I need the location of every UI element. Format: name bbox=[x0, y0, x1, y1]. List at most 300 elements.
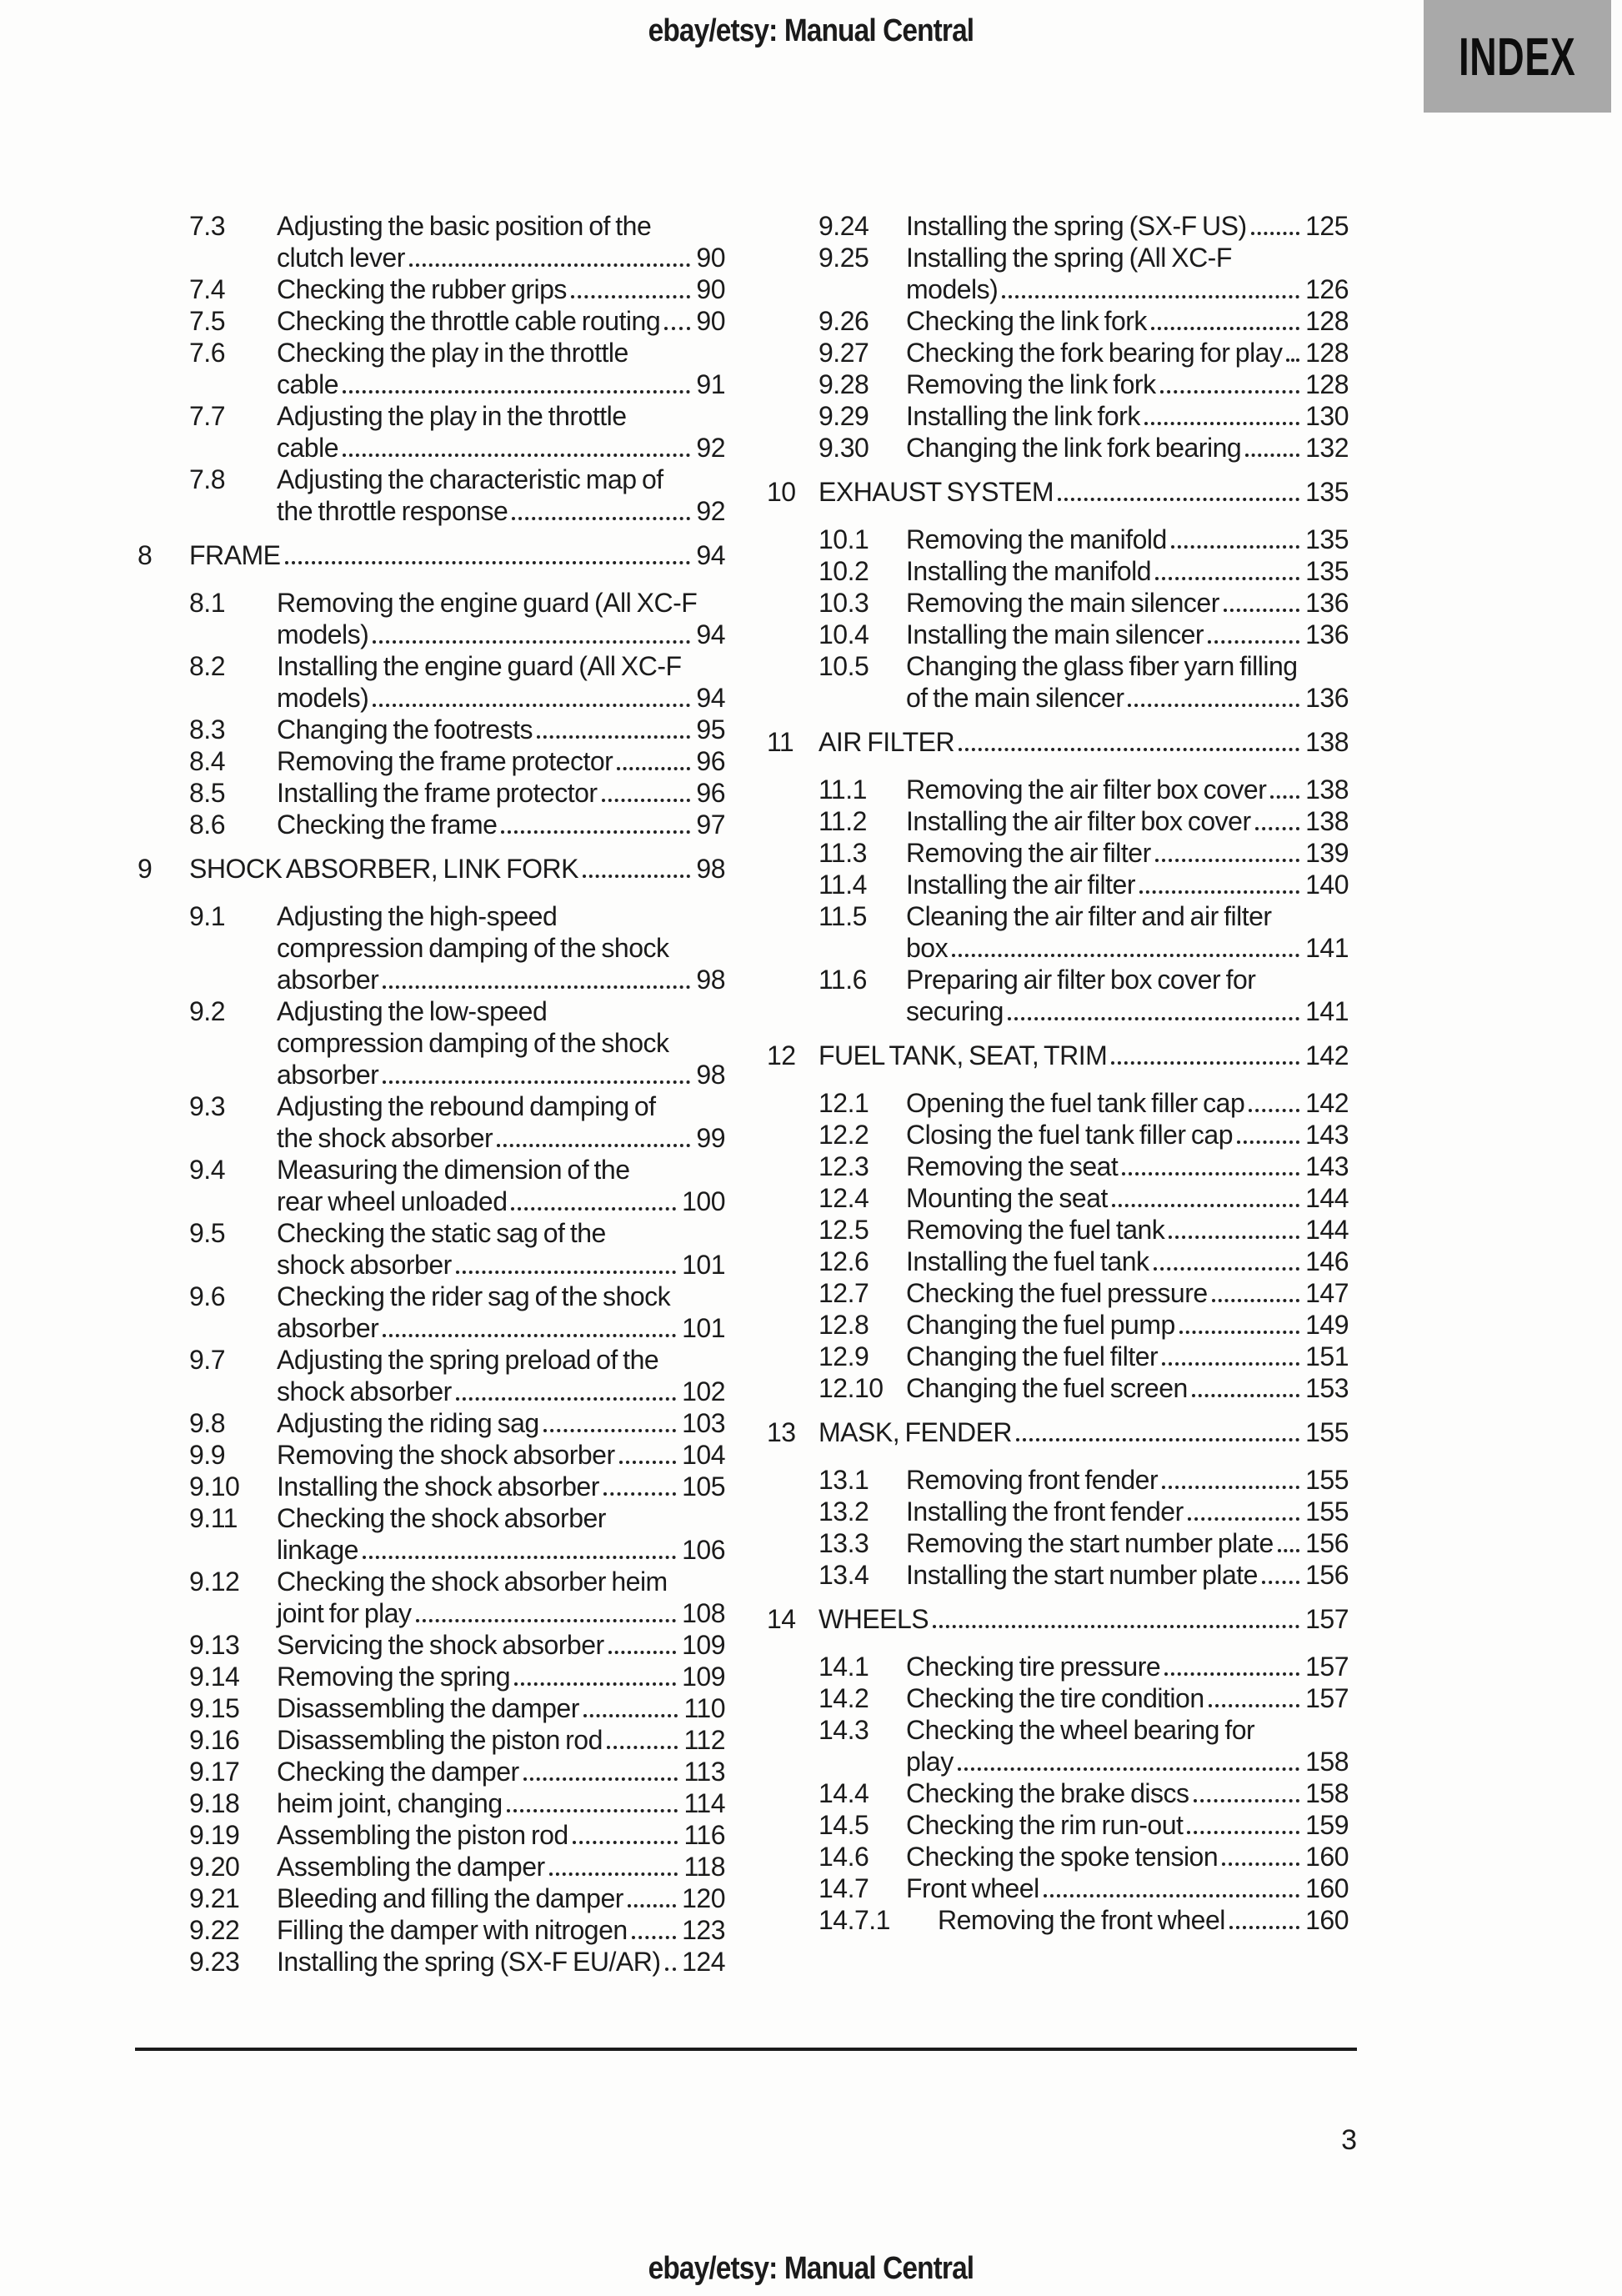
toc-entry-number: 12.1 bbox=[819, 1088, 869, 1118]
dot-leader bbox=[573, 1841, 678, 1844]
dot-leader bbox=[1112, 1204, 1299, 1207]
toc-entry-number: 11.5 bbox=[819, 901, 867, 931]
toc-entry-text: Checking the shock absorber heim bbox=[277, 1567, 668, 1597]
toc-entry-text: Changing the footrests bbox=[277, 714, 533, 744]
toc-entry-page: 112 bbox=[683, 1725, 725, 1755]
toc-entry-title bbox=[277, 1787, 725, 1819]
toc-entry-text: Mounting the seat bbox=[906, 1183, 1108, 1213]
toc-entry-text: Installing the spring (SX-F US) bbox=[906, 211, 1247, 241]
toc-entry-number: 9.23 bbox=[189, 1947, 240, 1977]
dot-leader bbox=[632, 1936, 676, 1939]
toc-entry-title bbox=[277, 1629, 725, 1661]
toc-entry-text: Assembling the piston rod bbox=[277, 1820, 568, 1850]
toc-entry-text: Changing the fuel screen bbox=[906, 1373, 1188, 1403]
toc-entry-row bbox=[138, 1629, 725, 1661]
toc-entry-row bbox=[138, 1090, 725, 1154]
dot-leader bbox=[511, 1207, 676, 1211]
toc-entry-number: 8.4 bbox=[189, 746, 225, 776]
toc-entry-number: 12.8 bbox=[819, 1310, 869, 1340]
toc-entry-number: 12.6 bbox=[819, 1246, 869, 1276]
toc-entry-page: 138 bbox=[1305, 775, 1349, 805]
toc-entry-page: 160 bbox=[1305, 1873, 1349, 1903]
toc-entry-number: 9.28 bbox=[819, 369, 869, 399]
dot-leader bbox=[1249, 1109, 1299, 1112]
toc-entry-page: 155 bbox=[1305, 1417, 1349, 1447]
toc-entry-title bbox=[277, 1692, 725, 1724]
toc-entry-row bbox=[138, 1344, 725, 1407]
toc-entry-page: 100 bbox=[682, 1186, 725, 1216]
toc-entry-number: 8.6 bbox=[189, 810, 225, 840]
toc-entry-text: the throttle response bbox=[277, 496, 508, 526]
toc-entry-number: 11.4 bbox=[819, 870, 867, 900]
dot-leader bbox=[383, 1080, 690, 1084]
dot-leader bbox=[1194, 1799, 1300, 1802]
toc-entry-text: Installing the front fender bbox=[906, 1496, 1184, 1526]
toc-entry-row bbox=[767, 1527, 1349, 1559]
dot-leader bbox=[1058, 498, 1299, 501]
dot-leader bbox=[1212, 1299, 1299, 1302]
dot-leader bbox=[1002, 295, 1299, 298]
toc-entry-text: Adjusting the rebound damping of bbox=[277, 1091, 656, 1121]
dot-leader bbox=[1151, 327, 1299, 330]
dot-leader bbox=[1128, 704, 1299, 707]
toc-entry-text: Removing the air filter bbox=[906, 838, 1151, 868]
dot-leader bbox=[1162, 1362, 1299, 1366]
toc-entry-row bbox=[138, 1692, 725, 1724]
dot-leader bbox=[373, 704, 690, 707]
toc-entry-number: 10.2 bbox=[819, 556, 869, 586]
toc-entry-text: Installing the spring (SX-F EU/AR) bbox=[277, 1947, 661, 1977]
toc-entry-page: 135 bbox=[1305, 524, 1349, 554]
toc-entry-number: 11.3 bbox=[819, 838, 867, 868]
table-of-contents bbox=[138, 210, 1349, 1978]
toc-entry-title bbox=[906, 1809, 1349, 1841]
toc-chapter-row bbox=[138, 853, 725, 885]
toc-entry-number: 9.22 bbox=[189, 1915, 240, 1945]
dot-leader bbox=[1155, 577, 1299, 580]
toc-entry-page: 144 bbox=[1305, 1215, 1349, 1245]
toc-entry-number: 9.19 bbox=[189, 1820, 240, 1850]
toc-entry-row bbox=[767, 242, 1349, 305]
toc-entry-page: 160 bbox=[1305, 1842, 1349, 1872]
toc-entry-row bbox=[138, 1154, 725, 1217]
toc-entry-page: 97 bbox=[696, 810, 725, 840]
toc-entry-row bbox=[767, 337, 1349, 368]
toc-entry-page: 156 bbox=[1305, 1560, 1349, 1590]
toc-entry-number: 9.21 bbox=[189, 1883, 240, 1913]
toc-entry-row bbox=[767, 1151, 1349, 1182]
toc-entry-row bbox=[767, 650, 1349, 714]
toc-entry-title bbox=[906, 337, 1349, 368]
toc-entry-text: Removing the seat bbox=[906, 1151, 1119, 1181]
toc-entry-number: 9.9 bbox=[189, 1440, 225, 1470]
toc-entry-number: 9.5 bbox=[189, 1218, 225, 1248]
toc-entry-text: Filling the damper with nitrogen bbox=[277, 1915, 628, 1945]
toc-entry-number: 9.1 bbox=[189, 901, 225, 931]
toc-entry-page: 128 bbox=[1305, 306, 1349, 336]
toc-entry-number: 14.7 bbox=[819, 1873, 869, 1903]
toc-entry-text: Disassembling the piston rod bbox=[277, 1725, 603, 1755]
toc-entry-number: 12.3 bbox=[819, 1151, 869, 1181]
toc-entry-text: Removing the link fork bbox=[906, 369, 1156, 399]
toc-entry-number: 14.7.1 bbox=[819, 1905, 890, 1935]
toc-entry-text: securing bbox=[906, 996, 1004, 1026]
toc-entry-title bbox=[277, 1502, 725, 1566]
toc-entry-text: Removing the main silencer bbox=[906, 588, 1219, 618]
toc-entry-page: 132 bbox=[1305, 433, 1349, 463]
toc-entry-row bbox=[138, 1946, 725, 1978]
toc-entry-row bbox=[767, 900, 1349, 964]
dot-leader bbox=[285, 561, 691, 564]
toc-entry-text: Installing the main silencer bbox=[906, 619, 1204, 649]
dot-leader bbox=[1008, 1017, 1299, 1020]
toc-entry-title bbox=[906, 305, 1349, 337]
toc-entry-row bbox=[767, 964, 1349, 1027]
toc-entry-page: 138 bbox=[1305, 806, 1349, 836]
toc-entry-number: 13.2 bbox=[819, 1496, 869, 1526]
dot-leader bbox=[549, 1872, 678, 1876]
toc-entry-text: Checking the frame bbox=[277, 810, 498, 840]
toc-entry-number: 10.3 bbox=[819, 588, 869, 618]
toc-entry-text: Installing the link fork bbox=[906, 401, 1140, 431]
toc-entry-row bbox=[138, 210, 725, 273]
toc-entry-title bbox=[906, 1119, 1349, 1151]
toc-entry-row bbox=[138, 777, 725, 809]
toc-entry-title bbox=[277, 714, 725, 745]
toc-entry-text: Closing the fuel tank filler cap bbox=[906, 1120, 1233, 1150]
toc-entry-text: Checking the static sag of the bbox=[277, 1218, 606, 1248]
toc-entry-page: 128 bbox=[1305, 369, 1349, 399]
dot-leader bbox=[1016, 1438, 1299, 1441]
dot-leader bbox=[456, 1397, 676, 1401]
toc-entry-text: Checking the shock absorber bbox=[277, 1503, 606, 1533]
toc-entry-page: 149 bbox=[1305, 1310, 1349, 1340]
dot-leader bbox=[512, 517, 690, 520]
dot-leader bbox=[628, 1904, 676, 1907]
toc-entry-page: 99 bbox=[696, 1123, 725, 1153]
toc-entry-page: 96 bbox=[696, 778, 725, 808]
toc-entry-number: 12.7 bbox=[819, 1278, 869, 1308]
dot-leader bbox=[952, 954, 1299, 957]
toc-entry-page: 101 bbox=[682, 1313, 725, 1343]
toc-entry-text: Preparing air filter box cover for bbox=[906, 965, 1256, 995]
toc-entry-text: cable bbox=[277, 369, 338, 399]
toc-entry-title bbox=[189, 853, 725, 885]
toc-entry-text: Cleaning the air filter and air filter bbox=[906, 901, 1272, 931]
toc-entry-row bbox=[138, 464, 725, 527]
toc-entry-row bbox=[138, 400, 725, 464]
toc-entry-text: Checking the throttle cable routing bbox=[277, 306, 661, 336]
toc-entry-text: Adjusting the basic position of the bbox=[277, 211, 652, 241]
toc-entry-number: 10.4 bbox=[819, 619, 869, 649]
dot-leader bbox=[1155, 859, 1299, 862]
dot-leader bbox=[373, 640, 690, 644]
toc-entry-title bbox=[277, 1439, 725, 1471]
toc-entry-text: FRAME bbox=[189, 540, 281, 570]
toc-entry-page: 138 bbox=[1305, 727, 1349, 757]
toc-entry-text: Adjusting the play in the throttle bbox=[277, 401, 627, 431]
toc-entry-page: 102 bbox=[682, 1376, 725, 1406]
toc-entry-text: linkage bbox=[277, 1535, 358, 1565]
toc-entry-title bbox=[277, 1851, 725, 1882]
toc-entry-title bbox=[277, 1281, 725, 1344]
toc-entry-title bbox=[906, 432, 1349, 464]
toc-entry-text: Removing the spring bbox=[277, 1662, 510, 1692]
toc-entry-text: FUEL TANK, SEAT, TRIM bbox=[819, 1040, 1108, 1070]
toc-entry-row bbox=[138, 995, 725, 1090]
toc-entry-page: 94 bbox=[696, 683, 725, 713]
toc-entry-text: Checking the wheel bearing for bbox=[906, 1715, 1255, 1745]
toc-entry-title bbox=[906, 1872, 1349, 1904]
toc-entry-title bbox=[277, 650, 725, 714]
toc-entry-number: 8 bbox=[138, 540, 153, 570]
toc-entry-number: 14 bbox=[767, 1604, 796, 1634]
toc-entry-page: 142 bbox=[1305, 1040, 1349, 1070]
toc-entry-number: 9.24 bbox=[819, 211, 869, 241]
dot-leader bbox=[619, 1461, 677, 1464]
toc-entry-page: 160 bbox=[1305, 1905, 1349, 1935]
toc-column-right bbox=[767, 210, 1349, 1978]
toc-entry-text: MASK, FENDER bbox=[819, 1417, 1013, 1447]
toc-entry-text: Disassembling the damper bbox=[277, 1693, 579, 1723]
toc-entry-number: 7.3 bbox=[189, 211, 225, 241]
toc-entry-row bbox=[138, 1471, 725, 1502]
toc-entry-row bbox=[138, 1281, 725, 1344]
toc-entry-number: 13.4 bbox=[819, 1560, 869, 1590]
toc-entry-title bbox=[277, 777, 725, 809]
toc-entry-number: 14.1 bbox=[819, 1652, 869, 1682]
toc-entry-text: play bbox=[906, 1747, 954, 1777]
dot-leader bbox=[1171, 545, 1299, 549]
toc-entry-page: 113 bbox=[683, 1757, 725, 1787]
toc-entry-title bbox=[906, 869, 1349, 900]
toc-entry-title bbox=[906, 400, 1349, 432]
dot-leader bbox=[1169, 1236, 1299, 1239]
toc-entry-row bbox=[767, 1714, 1349, 1777]
toc-entry-row bbox=[767, 432, 1349, 464]
toc-entry-text: Checking the rider sag of the shock bbox=[277, 1281, 671, 1311]
toc-entry-text: Changing the glass fiber yarn filling bbox=[906, 651, 1298, 681]
toc-entry-text: absorber bbox=[277, 965, 379, 995]
toc-entry-page: 116 bbox=[683, 1820, 725, 1850]
toc-entry-row bbox=[767, 1214, 1349, 1246]
toc-entry-text: Installing the frame protector bbox=[277, 778, 598, 808]
toc-entry-page: 91 bbox=[696, 369, 725, 399]
toc-entry-text: Removing the engine guard (All XC-F bbox=[277, 588, 698, 618]
toc-entry-page: 136 bbox=[1305, 588, 1349, 618]
dot-leader bbox=[1237, 1140, 1299, 1144]
toc-entry-number: 11.2 bbox=[819, 806, 867, 836]
toc-entry-title bbox=[906, 1841, 1349, 1872]
toc-entry-row bbox=[767, 1087, 1349, 1119]
toc-entry-text: Adjusting the spring preload of the bbox=[277, 1345, 659, 1375]
toc-entry-number: 8.3 bbox=[189, 714, 225, 744]
toc-entry-text: Measuring the dimension of the bbox=[277, 1155, 630, 1185]
toc-entry-title bbox=[906, 1682, 1349, 1714]
toc-entry-text: Removing the front wheel bbox=[938, 1905, 1225, 1935]
toc-entry-text: Removing the start number plate bbox=[906, 1528, 1274, 1558]
toc-entry-row bbox=[767, 555, 1349, 587]
toc-entry-text: Adjusting the low-speed bbox=[277, 996, 548, 1026]
toc-entry-row bbox=[767, 1809, 1349, 1841]
toc-entry-row bbox=[138, 714, 725, 745]
dot-leader bbox=[1179, 1331, 1299, 1334]
toc-entry-title bbox=[277, 995, 725, 1090]
toc-entry-text: models) bbox=[277, 619, 369, 649]
toc-entry-row bbox=[138, 650, 725, 714]
toc-entry-title bbox=[906, 1246, 1349, 1277]
toc-entry-text: Adjusting the high-speed bbox=[277, 901, 558, 931]
toc-entry-text: cable bbox=[277, 433, 338, 463]
toc-entry-text: the shock absorber bbox=[277, 1123, 493, 1153]
toc-entry-text: shock absorber bbox=[277, 1250, 452, 1280]
toc-entry-row bbox=[138, 1787, 725, 1819]
footer-divider-rule bbox=[135, 2048, 1357, 2051]
toc-entry-page: 95 bbox=[696, 714, 725, 744]
toc-entry-row bbox=[138, 809, 725, 840]
toc-entry-row bbox=[767, 1182, 1349, 1214]
toc-entry-text: AIR FILTER bbox=[819, 727, 955, 757]
toc-entry-row bbox=[767, 587, 1349, 619]
toc-entry-title bbox=[906, 1651, 1349, 1682]
toc-entry-row bbox=[767, 305, 1349, 337]
dot-leader bbox=[523, 1777, 678, 1781]
toc-entry-title bbox=[819, 1040, 1349, 1071]
toc-entry-page: 157 bbox=[1305, 1652, 1349, 1682]
toc-entry-text: models) bbox=[906, 274, 999, 304]
dot-leader bbox=[1208, 640, 1299, 644]
toc-entry-title bbox=[906, 1714, 1349, 1777]
toc-entry-text: Checking the brake discs bbox=[906, 1778, 1189, 1808]
toc-entry-title bbox=[906, 1277, 1349, 1309]
toc-entry-text: Installing the air filter box cover bbox=[906, 806, 1251, 836]
dot-leader bbox=[1255, 827, 1300, 830]
toc-entry-text: Installing the manifold bbox=[906, 556, 1152, 586]
toc-entry-text: Removing front fender bbox=[906, 1465, 1159, 1495]
toc-entry-page: 101 bbox=[682, 1250, 725, 1280]
toc-entry-number: 14.2 bbox=[819, 1683, 869, 1713]
toc-chapter-row bbox=[767, 1603, 1349, 1635]
toc-entry-row bbox=[138, 337, 725, 400]
toc-entry-row bbox=[138, 1566, 725, 1629]
toc-entry-number: 7.5 bbox=[189, 306, 225, 336]
toc-entry-page: 109 bbox=[682, 1662, 725, 1692]
dot-leader bbox=[1188, 1517, 1299, 1521]
toc-entry-row bbox=[138, 1914, 725, 1946]
dot-leader bbox=[543, 1429, 676, 1432]
toc-entry-title bbox=[277, 337, 725, 400]
toc-entry-page: 146 bbox=[1305, 1246, 1349, 1276]
toc-entry-number: 7.4 bbox=[189, 274, 225, 304]
toc-entry-page: 135 bbox=[1305, 477, 1349, 507]
toc-entry-row bbox=[767, 1277, 1349, 1309]
toc-entry-row bbox=[767, 1309, 1349, 1341]
toc-entry-page: 98 bbox=[696, 965, 725, 995]
toc-entry-number: 12.10 bbox=[819, 1373, 884, 1403]
toc-entry-row bbox=[767, 368, 1349, 400]
toc-entry-title bbox=[277, 587, 725, 650]
dot-leader bbox=[617, 767, 690, 770]
toc-entry-title bbox=[277, 1724, 725, 1756]
toc-entry-title bbox=[277, 1756, 725, 1787]
toc-entry-page: 92 bbox=[696, 433, 725, 463]
dot-leader bbox=[1122, 1172, 1299, 1176]
dot-leader bbox=[607, 1746, 678, 1749]
dot-leader bbox=[602, 799, 691, 802]
toc-entry-page: 94 bbox=[696, 619, 725, 649]
toc-entry-page: 106 bbox=[682, 1535, 725, 1565]
toc-entry-number: 11 bbox=[767, 727, 794, 757]
toc-entry-page: 118 bbox=[683, 1852, 725, 1882]
toc-entry-text: Checking the fork bearing for play bbox=[906, 338, 1283, 368]
toc-entry-title bbox=[819, 726, 1349, 758]
toc-entry-title bbox=[906, 1464, 1349, 1496]
dot-leader bbox=[933, 1625, 1299, 1628]
index-tab-label: INDEX bbox=[1459, 26, 1576, 87]
toc-entry-page: 105 bbox=[682, 1471, 725, 1501]
dot-leader bbox=[1229, 1926, 1299, 1929]
toc-entry-row bbox=[767, 1904, 1349, 1936]
toc-entry-title bbox=[906, 1214, 1349, 1246]
toc-entry-text: Installing the air filter bbox=[906, 870, 1135, 900]
toc-entry-title bbox=[277, 809, 725, 840]
toc-entry-title bbox=[277, 1566, 725, 1629]
toc-entry-title bbox=[906, 837, 1349, 869]
toc-entry-title bbox=[277, 745, 725, 777]
dot-leader bbox=[603, 1492, 676, 1496]
toc-entry-title bbox=[906, 368, 1349, 400]
toc-entry-page: 159 bbox=[1305, 1810, 1349, 1840]
toc-entry-number: 11.6 bbox=[819, 965, 867, 995]
toc-entry-row bbox=[767, 1246, 1349, 1277]
toc-entry-text: Checking the rubber grips bbox=[277, 274, 567, 304]
toc-entry-number: 12.9 bbox=[819, 1341, 869, 1371]
toc-entry-text: Removing the fuel tank bbox=[906, 1215, 1165, 1245]
toc-entry-text: compression damping of the shock bbox=[277, 1028, 669, 1058]
toc-entry-text: absorber bbox=[277, 1313, 379, 1343]
toc-entry-row bbox=[767, 1651, 1349, 1682]
toc-entry-row bbox=[138, 587, 725, 650]
toc-entry-text: EXHAUST SYSTEM bbox=[819, 477, 1054, 507]
toc-entry-title bbox=[906, 964, 1349, 1027]
toc-entry-text: Installing the fuel tank bbox=[906, 1246, 1149, 1276]
dot-leader bbox=[343, 390, 690, 394]
toc-entry-text: heim joint, changing bbox=[277, 1788, 503, 1818]
toc-entry-row bbox=[767, 210, 1349, 242]
toc-entry-row bbox=[767, 1682, 1349, 1714]
toc-entry-text: Adjusting the riding sag bbox=[277, 1408, 539, 1438]
dot-leader bbox=[363, 1556, 676, 1559]
toc-entry-row bbox=[767, 869, 1349, 900]
toc-entry-page: 157 bbox=[1305, 1604, 1349, 1634]
toc-entry-page: 139 bbox=[1305, 838, 1349, 868]
toc-entry-page: 136 bbox=[1305, 683, 1349, 713]
dot-leader bbox=[1144, 422, 1299, 425]
toc-entry-row bbox=[138, 1217, 725, 1281]
toc-entry-number: 7.6 bbox=[189, 338, 225, 368]
toc-entry-number: 14.5 bbox=[819, 1810, 869, 1840]
toc-entry-text: Checking tire pressure bbox=[906, 1652, 1161, 1682]
toc-entry-row bbox=[138, 1439, 725, 1471]
toc-entry-text: Removing the frame protector bbox=[277, 746, 613, 776]
dot-leader bbox=[1111, 1061, 1299, 1065]
dot-leader bbox=[608, 1651, 676, 1654]
toc-entry-number: 10 bbox=[767, 477, 796, 507]
toc-entry-title bbox=[906, 524, 1349, 555]
toc-entry-text: WHEELS bbox=[819, 1604, 929, 1634]
toc-entry-text: Installing the start number plate bbox=[906, 1560, 1258, 1590]
dot-leader bbox=[583, 1714, 678, 1717]
